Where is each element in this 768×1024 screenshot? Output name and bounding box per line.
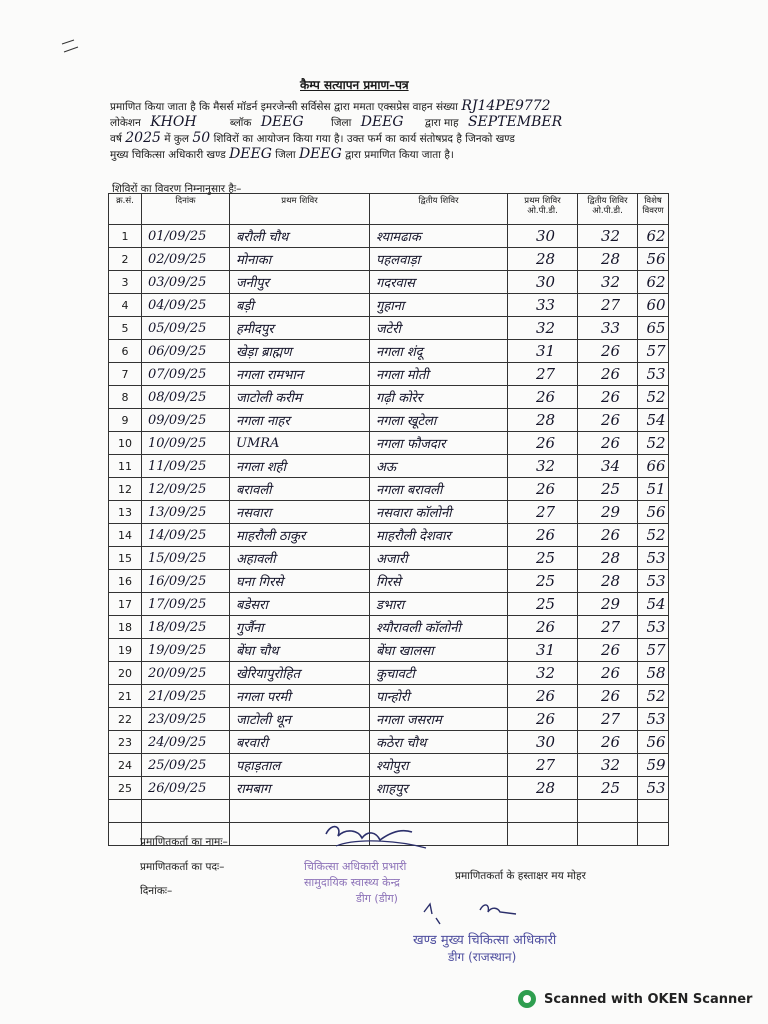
cell-date: 01/09/25 <box>142 225 230 248</box>
table-row <box>109 547 669 570</box>
cell-sno: 23 <box>109 731 142 754</box>
cell-date: 09/09/25 <box>142 409 230 432</box>
cell-first-camp: नसवारा <box>230 501 370 524</box>
district-value: DEEG <box>360 114 404 130</box>
cell-sno: 13 <box>109 501 142 524</box>
table-row <box>109 731 669 754</box>
cell-first-opd: 27 <box>508 754 578 777</box>
cell-special: 53 <box>638 570 669 593</box>
table-row <box>109 524 669 547</box>
cell-special: 57 <box>638 340 669 363</box>
cell-second-camp: श्यामढाक <box>370 225 508 248</box>
cell-second-opd: 27 <box>578 708 638 731</box>
cell-first-camp: बरवारी <box>230 731 370 754</box>
cell-sno: 7 <box>109 363 142 386</box>
cell-first-camp: बरौली चौथ <box>230 225 370 248</box>
cell-special: 51 <box>638 478 669 501</box>
certifier-post-label: प्रमाणितकर्ता का पदः– <box>140 861 225 873</box>
cell-date: 11/09/25 <box>142 455 230 478</box>
cell-first-opd: 26 <box>508 432 578 455</box>
cell-second-opd: 26 <box>578 432 638 455</box>
cell-sno: 16 <box>109 570 142 593</box>
cell-date: 26/09/25 <box>142 777 230 800</box>
table-row <box>109 570 669 593</box>
cell-special: 56 <box>638 501 669 524</box>
cell-second-opd: 27 <box>578 616 638 639</box>
col-header-first-opd: प्रथम शिविर ओ.पी.डी. <box>508 194 578 225</box>
cell-first-camp: हमीदपुर <box>230 317 370 340</box>
cell-date: 08/09/25 <box>142 386 230 409</box>
certifier-name-label: प्रमाणितकर्ता का नामः– <box>140 836 228 848</box>
cell-second-camp: नगला खूटेला <box>370 409 508 432</box>
cell-special: 52 <box>638 386 669 409</box>
cell-sno: 18 <box>109 616 142 639</box>
cell-first-camp: खेड़ा ब्राह्मण <box>230 340 370 363</box>
month-value: SEPTEMBER <box>467 114 563 130</box>
cell-special: 53 <box>638 777 669 800</box>
cell-second-camp: गुहाना <box>370 294 508 317</box>
cell-sno: 12 <box>109 478 142 501</box>
cell-first-opd: 26 <box>508 386 578 409</box>
table-row <box>109 754 669 777</box>
cell-first-opd: 25 <box>508 570 578 593</box>
table-row <box>109 662 669 685</box>
cell-second-camp: अऊ <box>370 455 508 478</box>
cell-date: 25/09/25 <box>142 754 230 777</box>
table-row <box>109 363 669 386</box>
cell-date: 04/09/25 <box>142 294 230 317</box>
cell-first-camp: बडेसरा <box>230 593 370 616</box>
cell-second-camp: नसवारा कॉलोनी <box>370 501 508 524</box>
cell-first-opd: 32 <box>508 662 578 685</box>
cell-sno: 14 <box>109 524 142 547</box>
para-line-4: मुख्य चिकित्सा अधिकारी खण्ड DEEG जिला DEEG द्वारा प्रमाणित किया जाता है। <box>110 146 454 162</box>
cell-second-camp: नगला बरावली <box>370 478 508 501</box>
cell-first-camp: बड़ी <box>230 294 370 317</box>
cell-second-opd: 29 <box>578 501 638 524</box>
cell-date: 10/09/25 <box>142 432 230 455</box>
cell-sno: 22 <box>109 708 142 731</box>
cmho-block-value: DEEG <box>229 146 272 162</box>
table-row <box>109 294 669 317</box>
cell-first-opd: 31 <box>508 340 578 363</box>
cell-first-camp: जनीपुर <box>230 271 370 294</box>
cell-second-camp: डभारा <box>370 593 508 616</box>
cmho-signature <box>420 898 540 932</box>
cell-sno: 19 <box>109 639 142 662</box>
signature-seal-label: प्रमाणितकर्ता के हस्ताक्षर मय मोहर <box>455 870 586 882</box>
cell-second-camp: गदरवास <box>370 271 508 294</box>
cell-first-opd: 26 <box>508 708 578 731</box>
cell-date: 02/09/25 <box>142 248 230 271</box>
cell-second-camp: गढ़ी कोरेर <box>370 386 508 409</box>
table-row <box>109 455 669 478</box>
cell-sno: 17 <box>109 593 142 616</box>
col-header-sno: क्र.सं. <box>109 194 142 225</box>
cell-sno: 8 <box>109 386 142 409</box>
para-line-1: प्रमाणित किया जाता है कि मैसर्स मॉडर्न इमरजेन्सी सर्विसेस द्वारा ममता एक्सप्रेस वाहन संख्या RJ14PE9772 <box>110 98 551 114</box>
cell-sno: 5 <box>109 317 142 340</box>
cell-sno <box>109 823 142 846</box>
cell-second-opd: 26 <box>578 363 638 386</box>
cell-date: 03/09/25 <box>142 271 230 294</box>
col-header-special: विशेष विवरण <box>638 194 669 225</box>
para-line-3: वर्ष 2025 में कुल 50 शिविरों का आयोजन किया गया है। उक्त फर्म का कार्य संतोषप्रद है जिनको खण्ड <box>110 130 515 146</box>
cell-sno: 3 <box>109 271 142 294</box>
cell-first-opd: 28 <box>508 777 578 800</box>
camp-details-intro: शिविरों का विवरण निम्नानुसार हैः– <box>112 183 242 195</box>
cell-second-camp: श्यौरावली कॉलोनी <box>370 616 508 639</box>
cell-special: 54 <box>638 409 669 432</box>
cell-second-opd: 34 <box>578 455 638 478</box>
cell-second-camp: नगला जसराम <box>370 708 508 731</box>
cell-sno: 21 <box>109 685 142 708</box>
cell-second-opd: 26 <box>578 409 638 432</box>
camp-table <box>108 193 669 846</box>
table-row <box>109 639 669 662</box>
table-row <box>109 271 669 294</box>
cell-date: 18/09/25 <box>142 616 230 639</box>
stamp-text-1: चिकित्सा अधिकारी प्रभारी <box>304 860 407 873</box>
cell-date: 23/09/25 <box>142 708 230 731</box>
cell-special: 62 <box>638 271 669 294</box>
cell-special: 52 <box>638 524 669 547</box>
cell-sno: 20 <box>109 662 142 685</box>
table-row <box>109 248 669 271</box>
stamp-text-3: डीग (डीग) <box>356 892 398 905</box>
total-camps-value: 50 <box>192 130 211 146</box>
cell-first-opd: 25 <box>508 593 578 616</box>
cell-second-camp: गिरसे <box>370 570 508 593</box>
cell-sno: 6 <box>109 340 142 363</box>
cell-special: 56 <box>638 248 669 271</box>
cell-first-camp: पहाड़ताल <box>230 754 370 777</box>
cell-first-opd: 27 <box>508 363 578 386</box>
cell-special: 59 <box>638 754 669 777</box>
cell-second-camp: पहलवाड़ा <box>370 248 508 271</box>
cell-first-opd: 28 <box>508 248 578 271</box>
cell-special: 53 <box>638 547 669 570</box>
cell-second-camp: पान्होरी <box>370 685 508 708</box>
cell-special: 65 <box>638 317 669 340</box>
table-row <box>109 501 669 524</box>
scanner-watermark: Scanned with OKEN Scanner <box>518 990 752 1008</box>
year-value: 2025 <box>125 130 161 146</box>
cell-special: 53 <box>638 616 669 639</box>
cell-second-opd: 25 <box>578 478 638 501</box>
cell-second-opd <box>578 823 638 846</box>
cell-second-opd: 27 <box>578 294 638 317</box>
cell-second-opd: 26 <box>578 639 638 662</box>
cell-first-camp: जाटोली थून <box>230 708 370 731</box>
cell-special: 60 <box>638 294 669 317</box>
cell-second-opd: 28 <box>578 547 638 570</box>
cell-date: 19/09/25 <box>142 639 230 662</box>
cmho-stamp-line-1: खण्ड मुख्य चिकित्सा अधिकारी <box>413 933 557 948</box>
cell-second-opd: 26 <box>578 386 638 409</box>
cell-second-camp: कठेरा चौथ <box>370 731 508 754</box>
cell-date: 21/09/25 <box>142 685 230 708</box>
table-row <box>109 409 669 432</box>
cell-second-camp: माहरौली देशवार <box>370 524 508 547</box>
cell-first-opd: 27 <box>508 501 578 524</box>
table-row <box>109 478 669 501</box>
cell-second-opd: 33 <box>578 317 638 340</box>
cell-second-opd: 32 <box>578 754 638 777</box>
cell-special: 53 <box>638 708 669 731</box>
col-header-second-opd: द्वितीय शिविर ओ.पी.डी. <box>578 194 638 225</box>
cell-first-opd <box>508 800 578 823</box>
cell-first-opd: 26 <box>508 524 578 547</box>
cell-date: 05/09/25 <box>142 317 230 340</box>
cell-special: 62 <box>638 225 669 248</box>
cell-special: 52 <box>638 432 669 455</box>
table-row <box>109 386 669 409</box>
cell-special: 58 <box>638 662 669 685</box>
cell-date: 13/09/25 <box>142 501 230 524</box>
cell-first-opd: 26 <box>508 616 578 639</box>
cell-date: 14/09/25 <box>142 524 230 547</box>
cell-special <box>638 800 669 823</box>
cell-special <box>638 823 669 846</box>
cell-first-camp: खेरियापुरोहित <box>230 662 370 685</box>
cell-sno: 1 <box>109 225 142 248</box>
cell-sno: 10 <box>109 432 142 455</box>
table-body <box>109 225 669 846</box>
cell-date: 17/09/25 <box>142 593 230 616</box>
cell-first-opd: 33 <box>508 294 578 317</box>
cell-second-camp: कुचावटी <box>370 662 508 685</box>
cell-second-camp: नगला शंदू <box>370 340 508 363</box>
stamp-text-2: सामुदायिक स्वास्थ्य केन्द्र <box>304 876 400 889</box>
block-value: DEEG <box>260 114 304 130</box>
cell-second-opd: 32 <box>578 271 638 294</box>
cell-first-camp: UMRA <box>230 432 370 455</box>
cell-sno: 9 <box>109 409 142 432</box>
cell-first-opd <box>508 823 578 846</box>
cell-sno: 2 <box>109 248 142 271</box>
cell-date: 16/09/25 <box>142 570 230 593</box>
cell-first-camp: घना गिरसे <box>230 570 370 593</box>
cell-second-opd: 29 <box>578 593 638 616</box>
cell-second-camp: नगला मोती <box>370 363 508 386</box>
cell-second-camp: अजारी <box>370 547 508 570</box>
cell-date: 07/09/25 <box>142 363 230 386</box>
cell-date: 24/09/25 <box>142 731 230 754</box>
date-label: दिनांकः– <box>140 885 173 897</box>
cell-first-opd: 31 <box>508 639 578 662</box>
cell-date <box>142 800 230 823</box>
cell-sno: 24 <box>109 754 142 777</box>
cell-first-opd: 30 <box>508 225 578 248</box>
cell-sno: 15 <box>109 547 142 570</box>
cell-sno: 11 <box>109 455 142 478</box>
cmho-district-value: DEEG <box>298 146 342 162</box>
table-header-row <box>109 194 669 225</box>
location-value: KHOH <box>150 114 197 130</box>
cell-second-opd: 26 <box>578 731 638 754</box>
cell-date: 12/09/25 <box>142 478 230 501</box>
cell-first-camp: रामबाग <box>230 777 370 800</box>
cell-special: 56 <box>638 731 669 754</box>
cell-date: 20/09/25 <box>142 662 230 685</box>
scanner-logo-icon <box>518 990 536 1008</box>
cell-second-opd: 26 <box>578 685 638 708</box>
cell-special: 57 <box>638 639 669 662</box>
table-row <box>109 593 669 616</box>
cell-second-opd: 28 <box>578 248 638 271</box>
cell-first-opd: 30 <box>508 271 578 294</box>
cell-first-opd: 32 <box>508 455 578 478</box>
cell-special: 53 <box>638 363 669 386</box>
cell-first-camp: माहरौली ठाकुर <box>230 524 370 547</box>
cell-second-opd <box>578 800 638 823</box>
cell-date: 15/09/25 <box>142 547 230 570</box>
cell-first-camp: बरावली <box>230 478 370 501</box>
table-row <box>109 777 669 800</box>
cell-second-opd: 28 <box>578 570 638 593</box>
cell-second-opd: 26 <box>578 662 638 685</box>
cell-sno: 25 <box>109 777 142 800</box>
cell-special: 52 <box>638 685 669 708</box>
cell-first-opd: 32 <box>508 317 578 340</box>
cell-first-camp: नगला परमी <box>230 685 370 708</box>
table-row <box>109 432 669 455</box>
cell-date: 06/09/25 <box>142 340 230 363</box>
table-row <box>109 340 669 363</box>
para-line-2: लोकेशन KHOH ब्लॉक DEEG जिला DEEG द्वारा माह SEPTEMBER <box>110 114 563 130</box>
cell-second-opd: 25 <box>578 777 638 800</box>
cell-first-camp: नगला रामभान <box>230 363 370 386</box>
cell-second-camp: बेंघा खालसा <box>370 639 508 662</box>
cell-first-opd: 28 <box>508 409 578 432</box>
cell-second-opd: 32 <box>578 225 638 248</box>
cell-first-camp: बेंघा चौथ <box>230 639 370 662</box>
cell-first-camp: नगला नाहर <box>230 409 370 432</box>
cell-first-camp: नगला शही <box>230 455 370 478</box>
col-header-date: दिनांक <box>142 194 230 225</box>
cmho-stamp-line-2: डीग (राजस्थान) <box>448 950 517 964</box>
table-row <box>109 685 669 708</box>
certificate-title: कैम्प सत्यापन प्रमाण–पत्र <box>300 78 409 92</box>
cell-second-camp: नगला फौजदार <box>370 432 508 455</box>
cell-first-camp: जाटोली करीम <box>230 386 370 409</box>
cell-sno <box>109 800 142 823</box>
cell-first-camp: गुर्जैना <box>230 616 370 639</box>
cell-second-camp: जटेरी <box>370 317 508 340</box>
cell-special: 54 <box>638 593 669 616</box>
vehicle-number: RJ14PE9772 <box>461 98 551 114</box>
cell-sno: 4 <box>109 294 142 317</box>
table-row <box>109 225 669 248</box>
cell-second-opd: 26 <box>578 340 638 363</box>
cell-first-camp: मोनाका <box>230 248 370 271</box>
col-header-first-camp: प्रथम शिविर <box>230 194 370 225</box>
table-row <box>109 317 669 340</box>
col-header-second-camp: द्वितीय शिविर <box>370 194 508 225</box>
pen-mark <box>60 38 90 58</box>
cell-first-opd: 30 <box>508 731 578 754</box>
cell-first-camp: अहावली <box>230 547 370 570</box>
cell-second-opd: 26 <box>578 524 638 547</box>
cell-second-camp: शाहपुर <box>370 777 508 800</box>
cell-special: 66 <box>638 455 669 478</box>
cell-first-opd: 26 <box>508 685 578 708</box>
cell-first-opd: 26 <box>508 478 578 501</box>
table-row <box>109 708 669 731</box>
cell-first-opd: 25 <box>508 547 578 570</box>
table-row <box>109 616 669 639</box>
cell-second-camp: श्योपुरा <box>370 754 508 777</box>
